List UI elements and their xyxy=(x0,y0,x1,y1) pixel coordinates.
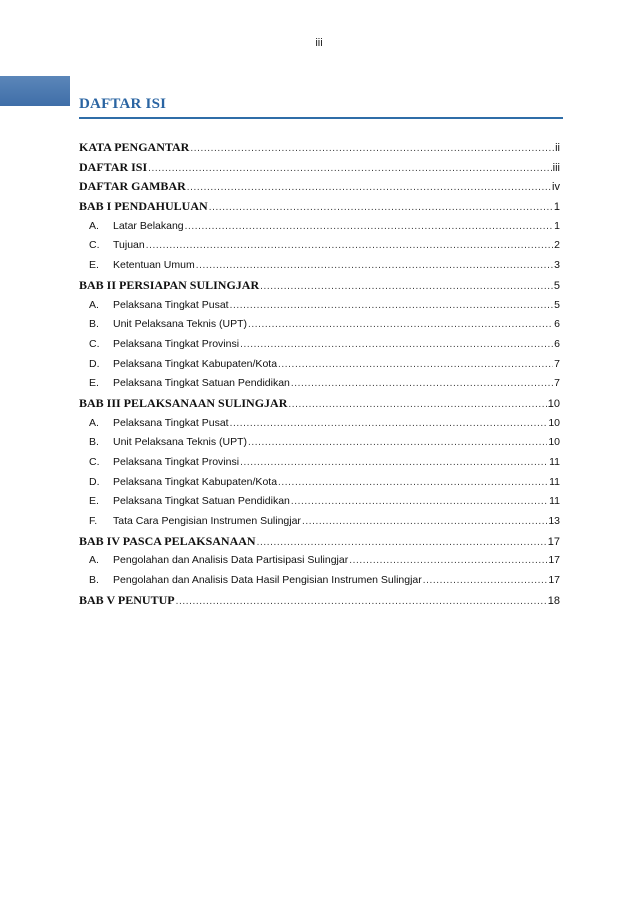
toc-entry-label: Tata Cara Pengisian Instrumen Sulingjar xyxy=(113,515,301,528)
toc-entry-letter: C. xyxy=(89,239,100,252)
toc-entry-page-number: 3 xyxy=(554,259,560,272)
toc-entry-page-number: 11 xyxy=(549,475,560,488)
toc-entry-page-number: 17 xyxy=(548,574,560,587)
toc-entry-page-number: 6 xyxy=(554,337,560,350)
toc-dot-leader xyxy=(248,315,553,335)
toc-section-entry[interactable] xyxy=(79,453,560,473)
toc-entry-label: Pelaksana Tingkat Kabupaten/Kota xyxy=(113,357,278,370)
toc-dot-leader xyxy=(185,217,554,237)
toc-chapter-entry[interactable] xyxy=(79,177,560,197)
toc-dot-leader xyxy=(240,335,553,355)
toc-section-entry[interactable] xyxy=(79,217,560,237)
toc-entry-page-number: ii xyxy=(555,142,560,154)
toc-dot-leader xyxy=(302,512,547,532)
toc-entry-label: Latar Belakang xyxy=(113,219,184,232)
toc-entry-page-number: iii xyxy=(552,161,560,174)
toc-dot-leader xyxy=(291,374,553,394)
toc-entry-label: Pelaksana Tingkat Provinsi xyxy=(113,337,240,350)
toc-entry-label: Unit Pelaksana Teknis (UPT) xyxy=(113,436,248,449)
toc-section-entry[interactable] xyxy=(79,355,560,375)
toc-chapter-entry[interactable] xyxy=(79,394,560,414)
toc-chapter-entry[interactable] xyxy=(79,158,560,178)
heading-block xyxy=(79,96,563,119)
toc-entry-label: Pengolahan dan Analisis Data Partisipasi Sulingjar xyxy=(113,554,349,567)
toc-entry-letter: B. xyxy=(89,318,99,331)
toc-entry-label: Pelaksana Tingkat Satuan Pendidikan xyxy=(113,495,290,508)
toc-entry-label: DAFTAR GAMBAR xyxy=(79,179,186,194)
toc-section-entry[interactable] xyxy=(79,571,560,591)
toc-chapter-entry[interactable] xyxy=(79,591,560,611)
toc-entry-letter: A. xyxy=(89,219,99,232)
toc-dot-leader xyxy=(148,159,552,178)
toc-dot-leader xyxy=(349,551,547,571)
toc-section-entry[interactable] xyxy=(79,335,560,355)
toc-section-entry[interactable] xyxy=(79,492,560,512)
toc-dot-leader xyxy=(187,178,551,197)
toc-dot-leader xyxy=(176,592,547,611)
toc-entry-label: BAB V PENUTUP xyxy=(79,592,175,607)
toc-entry-page-number: 7 xyxy=(554,357,560,370)
toc-entry-page-number: 7 xyxy=(554,377,560,390)
toc-entry-page-number: 17 xyxy=(548,554,560,567)
toc-entry-label: Pelaksana Tingkat Provinsi xyxy=(113,456,240,468)
toc-entry-label: BAB IV PASCA PELAKSANAAN xyxy=(79,533,256,548)
toc-entry-page-number: 2 xyxy=(554,239,560,252)
toc-entry-letter: B. xyxy=(89,436,99,449)
toc-entry-label: DAFTAR ISI xyxy=(79,159,148,174)
toc-entry-page-number: 5 xyxy=(553,279,560,292)
toc-entry-letter: C. xyxy=(89,456,100,468)
toc-section-entry[interactable] xyxy=(79,512,560,532)
toc-section-entry[interactable] xyxy=(79,473,560,493)
toc-entry-letter: B. xyxy=(89,574,99,587)
toc-entry-page-number: 17 xyxy=(547,535,560,548)
toc-entry-label: Pelaksana Tingkat Pusat xyxy=(113,416,229,429)
toc-entry-page-number: 5 xyxy=(554,298,560,311)
toc-entry-page-number: 6 xyxy=(554,318,560,331)
toc-entry-letter: A. xyxy=(89,554,99,567)
toc-dot-leader xyxy=(423,571,548,591)
toc-entry-letter: C. xyxy=(89,337,100,350)
toc-entry-label: Unit Pelaksana Teknis (UPT) xyxy=(113,318,248,331)
toc-entry-label: Pelaksana Tingkat Pusat xyxy=(113,298,229,311)
toc-section-entry[interactable] xyxy=(79,551,560,571)
heading-underline xyxy=(79,117,563,119)
toc-entry-page-number: 1 xyxy=(554,219,560,232)
toc-entry-page-number: 11 xyxy=(549,456,560,468)
toc-dot-leader xyxy=(278,355,553,375)
toc-chapter-entry[interactable] xyxy=(79,197,560,217)
toc-section-entry[interactable] xyxy=(79,315,560,335)
toc-entry-label: Ketentuan Umum xyxy=(113,259,195,272)
toc-chapter-entry[interactable] xyxy=(79,532,560,552)
toc-entry-page-number: 18 xyxy=(547,594,560,607)
toc-section-entry[interactable] xyxy=(79,374,560,394)
toc-entry-label: Pelaksana Tingkat Satuan Pendidikan xyxy=(113,377,290,390)
toc-dot-leader xyxy=(196,256,553,276)
toc-section-entry[interactable] xyxy=(79,256,560,276)
toc-dot-leader xyxy=(240,453,548,473)
toc-entry-label: BAB II PERSIAPAN SULINGJAR xyxy=(79,277,260,292)
toc-entry-label: BAB III PELAKSANAAN SULINGJAR xyxy=(79,395,288,410)
toc-entry-letter: D. xyxy=(89,475,100,488)
toc-entry-letter: E. xyxy=(89,377,99,390)
toc-entry-label: BAB I PENDAHULUAN xyxy=(79,199,208,214)
toc-entry-letter: E. xyxy=(89,259,99,272)
toc-dot-leader xyxy=(278,473,548,493)
toc-entry-label: Tujuan xyxy=(113,239,145,252)
toc-entry-letter: A. xyxy=(89,298,99,311)
toc-entry-label: KATA PENGANTAR xyxy=(79,140,190,154)
toc-chapter-entry[interactable] xyxy=(79,138,560,158)
toc-entry-page-number: 11 xyxy=(549,495,560,508)
toc-dot-leader xyxy=(248,433,547,453)
toc-entry-letter: F. xyxy=(89,515,98,528)
toc-entry-label: Pelaksana Tingkat Kabupaten/Kota xyxy=(113,475,278,488)
toc-entry-letter: A. xyxy=(89,416,99,429)
toc-dot-leader xyxy=(260,277,553,296)
toc-section-entry[interactable] xyxy=(79,236,560,256)
toc-section-entry[interactable] xyxy=(79,296,560,316)
toc-dot-leader xyxy=(190,139,554,158)
page-title: DAFTAR ISI xyxy=(79,96,167,112)
toc-dot-leader xyxy=(209,198,553,217)
toc-entry-page-number: 10 xyxy=(548,436,560,449)
toc-dot-leader xyxy=(257,533,547,552)
toc-section-entry[interactable] xyxy=(79,433,560,453)
toc-chapter-entry[interactable] xyxy=(79,276,560,296)
toc-dot-leader xyxy=(230,296,554,316)
toc-entry-page-number: 13 xyxy=(548,515,560,528)
toc-entry-letter: E. xyxy=(89,495,99,508)
toc-entry-label: Pengolahan dan Analisis Data Hasil Pengisian Instrumen Sulingjar xyxy=(113,574,422,587)
toc-dot-leader xyxy=(230,414,548,434)
table-of-contents xyxy=(79,138,560,611)
toc-section-entry[interactable] xyxy=(79,414,560,434)
toc-dot-leader xyxy=(146,236,553,256)
toc-dot-leader xyxy=(291,492,548,512)
toc-entry-page-number: 10 xyxy=(547,397,560,410)
toc-entry-page-number: 10 xyxy=(548,416,560,429)
side-tab-decoration xyxy=(0,76,70,106)
page-number: iii xyxy=(315,37,323,49)
toc-entry-page-number: iv xyxy=(552,181,560,194)
toc-entry-page-number: 1 xyxy=(553,201,560,214)
toc-entry-letter: D. xyxy=(89,357,100,370)
toc-dot-leader xyxy=(288,395,546,414)
